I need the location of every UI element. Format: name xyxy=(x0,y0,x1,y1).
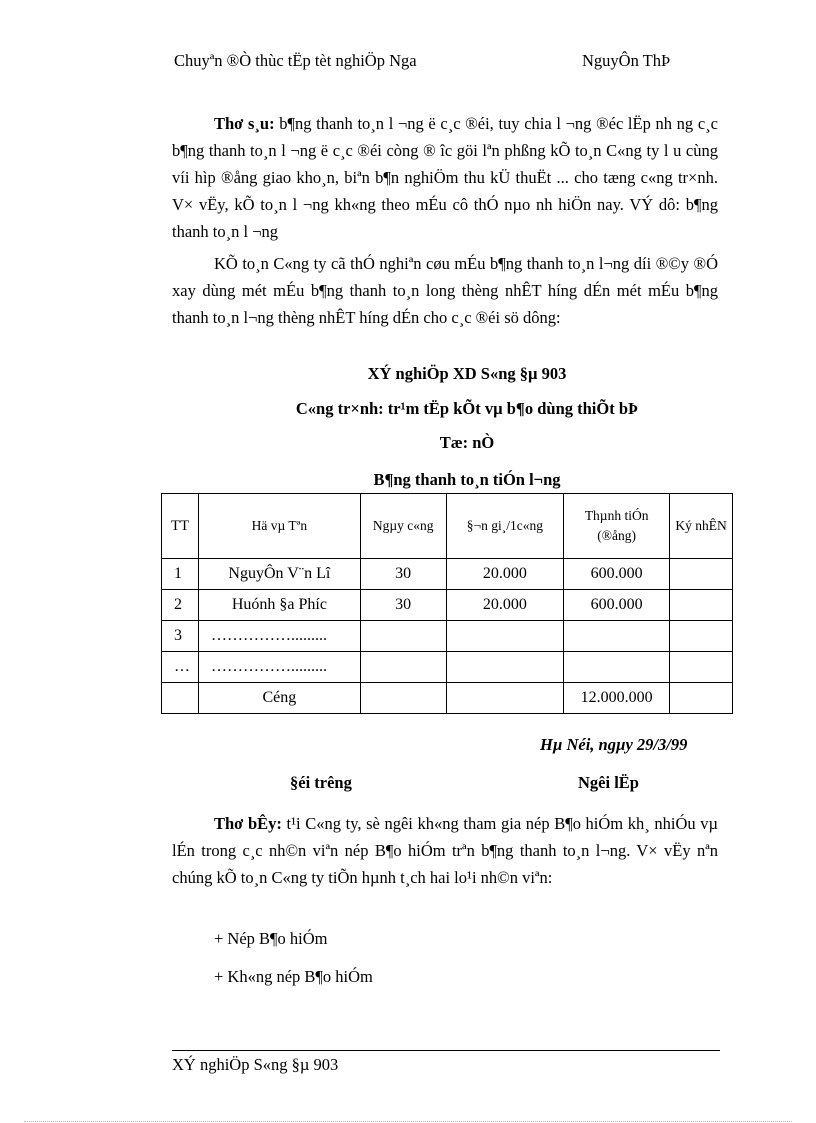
header-cell-signature: Ký nhÊN xyxy=(670,494,733,559)
cell-amount: 600.000 xyxy=(564,559,670,590)
cell-days: 30 xyxy=(360,559,446,590)
paragraph-3-text: t¹i C«ng ty, sè ngêi kh«ng tham gia nép B¶o hiÓm kh¸ nhiÓu vµ lÉn trong c¸c nh©n viªn nép B¶o hiÓm trªn b¶ng thanh to¸n l¬ng. V× vËy nªn chúng kÕ to¸n C«ng ty tiÕn hµnh t¸ch hai lo¹i nh©n viªn: xyxy=(172,814,719,887)
cell-signature xyxy=(670,683,733,714)
cell-name: Huónh §a Phíc xyxy=(198,590,360,621)
cell-signature xyxy=(670,559,733,590)
page-bottom-divider xyxy=(24,1121,792,1122)
cell-days xyxy=(360,683,446,714)
salary-table xyxy=(161,493,733,714)
cell-days xyxy=(360,652,446,683)
paragraph-1-text: b¶ng thanh to¸n l ¬ng ë c¸c ®éi, tuy chia l ¬ng ®éc lËp nh ng c¸c b¶ng thanh to¸n l ¬ng ë c¸c ®éi còng ® îc göi lªn phßng kÕ to¸n C«ng ty l u cùng víi hìp ®ång giao kho¸n, biªn b¶n nghiÖm thu kÜ thuËt ... cho tæng c«ng tr×nh. V× vËy, kÕ to¸n l ¬ng kh«ng theo mÉu cô thÓ nµo nh hiÖn nay. VÝ dô: b¶ng thanh to¸n l ¬ng xyxy=(172,114,718,241)
paragraph-2 xyxy=(172,250,718,331)
cell-tt: 2 xyxy=(162,590,199,621)
paragraph-1-label: Thơ s¸u: xyxy=(214,114,275,133)
cell-tt: 1 xyxy=(162,559,199,590)
header-cell-tt: TT xyxy=(162,494,199,559)
date-line: Hµ Néi, ngµy 29/3/99 xyxy=(540,735,688,754)
paragraph-3-label: Thơ bÊy: xyxy=(214,814,282,833)
cell-tt: … xyxy=(162,652,199,683)
cell-tt: 3 xyxy=(162,621,199,652)
list-item: + Nép B¶o hiÓm xyxy=(214,929,328,948)
table-total-row xyxy=(162,683,733,714)
company-title: XÝ nghiÖp XD S«ng §µ 903 xyxy=(367,364,567,383)
cell-signature xyxy=(670,652,733,683)
team-title: Tæ: nÒ xyxy=(439,433,495,452)
footer-divider xyxy=(172,1050,720,1051)
list-item: + Kh«ng nép B¶o hiÓm xyxy=(214,967,373,986)
cell-name: ……………......... xyxy=(198,652,360,683)
table-row xyxy=(162,590,733,621)
paragraph-3 xyxy=(172,810,718,891)
cell-tt xyxy=(162,683,199,714)
signature-preparer: Ngêi lËp xyxy=(578,773,639,792)
cell-rate: 20.000 xyxy=(446,559,564,590)
paragraph-1 xyxy=(172,110,718,245)
cell-amount: 600.000 xyxy=(564,590,670,621)
header-cell-name: Hä vµ Tªn xyxy=(198,494,360,559)
project-title: C«ng tr×nh: tr¹m tËp kÕt vµ b¶o dùng thiÕt bÞ xyxy=(295,399,639,418)
cell-rate xyxy=(446,683,564,714)
signature-team-leader: §éi trêng xyxy=(290,773,352,792)
table-row xyxy=(162,652,733,683)
cell-rate xyxy=(446,621,564,652)
table-row xyxy=(162,621,733,652)
cell-rate xyxy=(446,652,564,683)
header-cell-rate: §¬n gi¸/1c«ng xyxy=(446,494,564,559)
cell-days: 30 xyxy=(360,590,446,621)
header-right: NguyÔn ThÞ xyxy=(582,51,671,70)
paragraph-2-text: KÕ to¸n C«ng ty cã thÓ nghiªn cøu mÉu b¶ng thanh to¸n l¬ng díi ®©y ®Ó xay dùng mét mÉu b¶ng thanh to¸n long thèng nhÊT híng dÉn mét mÉu b¶ng thanh to¸n l¬ng thèng nhÊT híng dÉn cho c¸c ®éi sö dông: xyxy=(172,254,718,327)
table-row xyxy=(162,559,733,590)
cell-total-label: Céng xyxy=(198,683,360,714)
table-title: B¶ng thanh to¸n tiÓn l¬ng xyxy=(373,470,561,489)
cell-amount xyxy=(564,652,670,683)
cell-days xyxy=(360,621,446,652)
cell-name: NguyÔn V¨n Lî xyxy=(198,559,360,590)
cell-amount xyxy=(564,621,670,652)
header-cell-days: Ngµy c«ng xyxy=(360,494,446,559)
header-left: Chuyªn ®Ò thùc tËp tèt nghiÖp Nga xyxy=(174,51,417,70)
cell-rate: 20.000 xyxy=(446,590,564,621)
cell-total-amount: 12.000.000 xyxy=(564,683,670,714)
cell-signature xyxy=(670,621,733,652)
header-cell-amount: Thµnh tiÓn (®ång) xyxy=(564,494,670,559)
cell-signature xyxy=(670,590,733,621)
footer-text: XÝ nghiÖp S«ng §µ 903 xyxy=(172,1055,339,1074)
table-header-row xyxy=(162,494,733,559)
cell-name: ……………......... xyxy=(198,621,360,652)
